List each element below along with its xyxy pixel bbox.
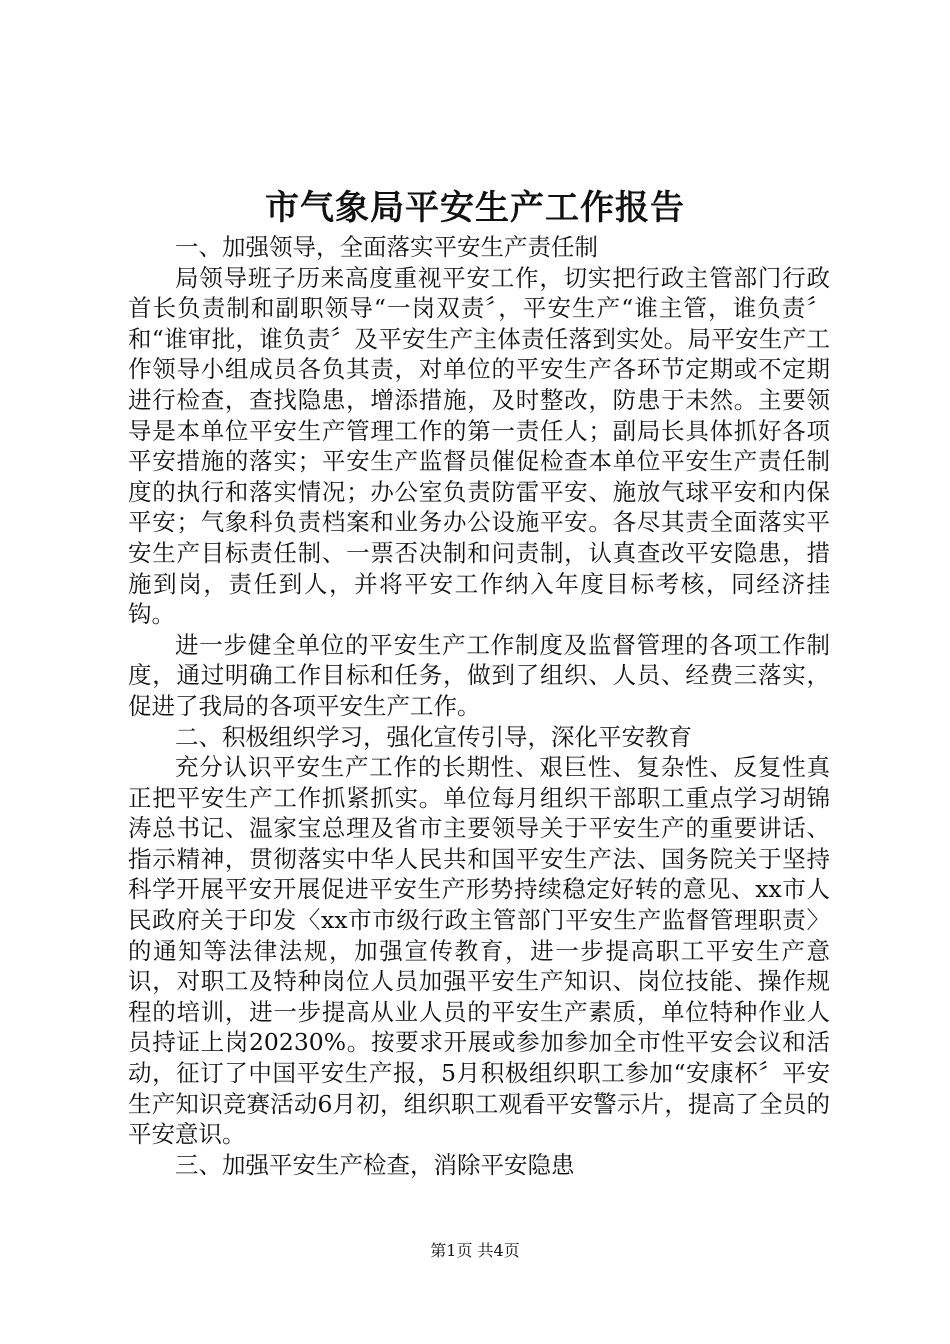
paragraph: 局领导班子历来高度重视平安工作，切实把行政主管部门行政首长负责制和副职领导“一岗双责〞，平安生产“谁主管，谁负责〞和“谁审批，谁负责〞及平安生产主体责任落到实处。局平安生产工作领导小组成员各负其责，对单位的平安生产各环节定期或不定期进行检查，查找隐患，增添措施，及时整改，防患于未然。主要领导是本单位平安生产管理工作的第一责任人；副局长具体抓好各项平安措施的落实；平安生产监督员催促检查本单位平安生产责任制度的执行和落实情况；办公室负责防雷平安、施放气球平安和内保平安；气象科负责档案和业务办公设施平安。各尽其责全面落实平安生产目标责任制、一票否决制和问责制，认真查改平安隐患，措施到岗，责任到人，并将平安工作纳入年度目标考核，同经济挂钩。 bbox=[128, 263, 830, 629]
section-heading-3: 三、加强平安生产检查，消除平安隐患 bbox=[175, 1150, 575, 1179]
section-heading-1: 一、加强领导，全面落实平安生产责任制 bbox=[175, 233, 598, 261]
document-body bbox=[128, 232, 830, 1180]
paragraph: 充分认识平安生产工作的长期性、艰巨性、复杂性、反复性真正把平安生产工作抓紧抓实。单位每月组织干部职工重点学习胡锦涛总书记、温家宝总理及省市主要领导关于平安生产的重要讲话、指示精神，贯彻落实中华人民共和国平安生产法、国务院关于坚持科学开展平安开展促进平安生产形势持续稳定好转的意见、xx市人民政府关于印发〈xx市市级行政主管部门平安生产监督管理职责〉的通知等法律法规，加强宣传教育，进一步提高职工平安生产意识，对职工及特种岗位人员加强平安生产知识、岗位技能、操作规程的培训，进一步提高从业人员的平安生产素质，单位特种作业人员持证上岗20230%。按要求开展或参加参加全市性平安会议和活动，征订了中国平安生产报，5月积极组织职工参加“安康杯〞平安生产知识竞赛活动6月初，组织职工观看平安警示片，提高了全员的平安意识。 bbox=[128, 753, 830, 1149]
section-heading-2: 二、积极组织学习，强化宣传引导，深化平安教育 bbox=[175, 722, 692, 751]
paragraph: 进一步健全单位的平安生产工作制度及监督管理的各项工作制度，通过明确工作目标和任务，做到了组织、人员、经费三落实，促进了我局的各项平安生产工作。 bbox=[128, 630, 830, 720]
document-title: 市气象局平安生产工作报告 bbox=[265, 188, 685, 228]
page-footer: 第1页 共4页 bbox=[430, 1241, 520, 1260]
